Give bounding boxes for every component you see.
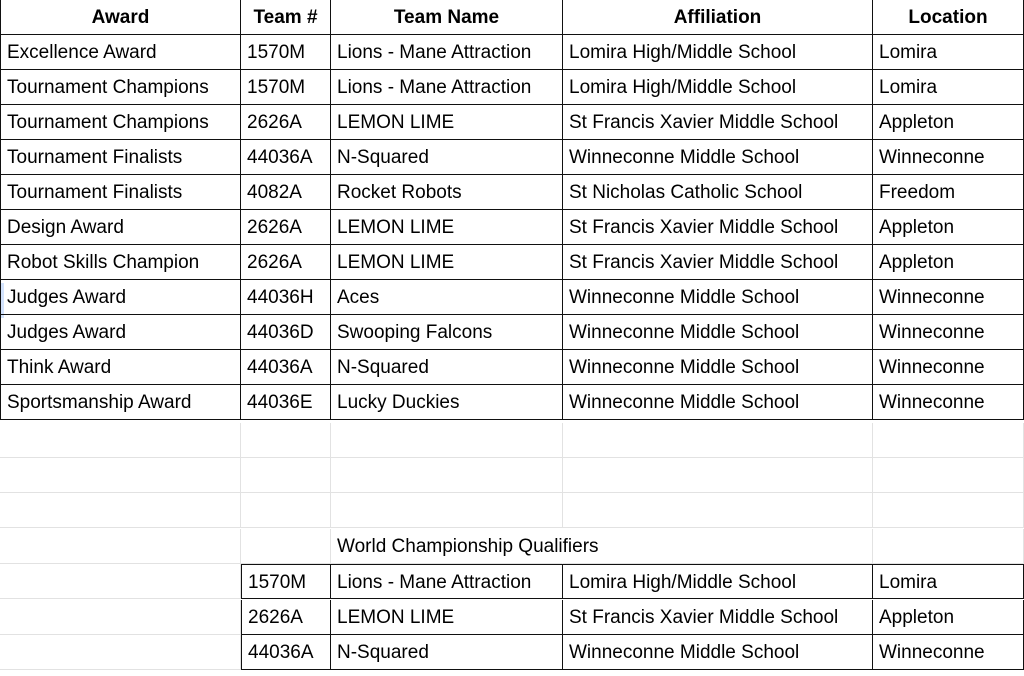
location-cell[interactable]: Winneconne: [873, 635, 1024, 670]
team-name-cell[interactable]: LEMON LIME: [331, 600, 563, 635]
team-name-cell[interactable]: Swooping Falcons: [331, 315, 563, 350]
empty-cell[interactable]: [563, 423, 873, 458]
team-name-cell[interactable]: LEMON LIME: [331, 210, 563, 245]
award-cell[interactable]: Tournament Finalists: [0, 175, 241, 210]
team-name-cell[interactable]: N-Squared: [331, 140, 563, 175]
empty-cell[interactable]: [241, 458, 331, 493]
empty-cell[interactable]: [331, 423, 563, 458]
empty-cell[interactable]: [563, 458, 873, 493]
qualifier-row: [0, 635, 1024, 670]
empty-cell[interactable]: [331, 493, 563, 528]
team-number-cell[interactable]: 44036A: [241, 140, 331, 175]
empty-cell[interactable]: [0, 600, 241, 635]
award-cell[interactable]: Design Award: [0, 210, 241, 245]
location-cell[interactable]: Freedom: [873, 175, 1024, 210]
header-award[interactable]: Award: [0, 0, 241, 35]
table-row: [0, 280, 1024, 315]
affiliation-cell[interactable]: Winneconne Middle School: [563, 315, 873, 350]
location-cell[interactable]: Winneconne: [873, 280, 1024, 315]
table-row: [0, 175, 1024, 210]
affiliation-cell[interactable]: Winneconne Middle School: [563, 385, 873, 420]
team-number-cell[interactable]: 4082A: [241, 175, 331, 210]
table-row: [0, 385, 1024, 420]
table-row: [0, 105, 1024, 140]
team-number-cell[interactable]: 44036A: [241, 350, 331, 385]
affiliation-cell[interactable]: St Francis Xavier Middle School: [563, 210, 873, 245]
affiliation-cell[interactable]: Lomira High/Middle School: [563, 564, 873, 599]
team-number-cell[interactable]: 44036H: [241, 280, 331, 315]
empty-cell[interactable]: [241, 493, 331, 528]
team-name-cell[interactable]: N-Squared: [331, 350, 563, 385]
award-cell[interactable]: Tournament Champions: [0, 70, 241, 105]
team-name-cell[interactable]: Lions - Mane Attraction: [331, 564, 563, 599]
affiliation-cell[interactable]: Lomira High/Middle School: [563, 70, 873, 105]
qualifier-row: [0, 600, 1024, 635]
award-cell[interactable]: Robot Skills Champion: [0, 245, 241, 280]
header-affiliation[interactable]: Affiliation: [563, 0, 873, 35]
team-name-cell[interactable]: Aces: [331, 280, 563, 315]
affiliation-cell[interactable]: Winneconne Middle School: [563, 140, 873, 175]
location-cell[interactable]: Winneconne: [873, 140, 1024, 175]
header-row: [0, 0, 1024, 35]
header-team-number[interactable]: Team #: [241, 0, 331, 35]
empty-cell[interactable]: [873, 493, 1024, 528]
empty-cell[interactable]: [0, 529, 241, 564]
location-cell[interactable]: Winneconne: [873, 350, 1024, 385]
empty-row: [0, 493, 1024, 528]
team-name-cell[interactable]: Rocket Robots: [331, 175, 563, 210]
team-name-cell[interactable]: Lions - Mane Attraction: [331, 70, 563, 105]
affiliation-cell[interactable]: Winneconne Middle School: [563, 280, 873, 315]
table-row: [0, 210, 1024, 245]
table-row: [0, 140, 1024, 175]
award-cell[interactable]: Judges Award: [0, 315, 241, 350]
table-row: [0, 350, 1024, 385]
team-number-cell[interactable]: 44036A: [241, 635, 331, 670]
affiliation-cell[interactable]: St Francis Xavier Middle School: [563, 600, 873, 635]
table-row: [0, 70, 1024, 105]
empty-cell[interactable]: [0, 564, 241, 599]
award-cell[interactable]: Sportsmanship Award: [0, 385, 241, 420]
empty-row: [0, 423, 1024, 458]
location-cell[interactable]: Appleton: [873, 105, 1024, 140]
team-number-cell[interactable]: 44036D: [241, 315, 331, 350]
location-cell[interactable]: Lomira: [873, 564, 1024, 599]
header-location[interactable]: Location: [873, 0, 1024, 35]
empty-cell[interactable]: [241, 529, 331, 564]
affiliation-cell[interactable]: Winneconne Middle School: [563, 635, 873, 670]
table-row: [0, 35, 1024, 70]
award-cell[interactable]: Tournament Champions: [0, 105, 241, 140]
empty-cell[interactable]: [563, 493, 873, 528]
affiliation-cell[interactable]: Lomira High/Middle School: [563, 35, 873, 70]
team-name-cell[interactable]: LEMON LIME: [331, 245, 563, 280]
location-cell[interactable]: Appleton: [873, 245, 1024, 280]
location-cell[interactable]: Appleton: [873, 210, 1024, 245]
team-number-cell[interactable]: 1570M: [241, 564, 331, 599]
location-cell[interactable]: Lomira: [873, 35, 1024, 70]
team-number-cell[interactable]: 2626A: [241, 245, 331, 280]
table-row: [0, 245, 1024, 280]
empty-cell[interactable]: [563, 529, 873, 564]
empty-cell[interactable]: [0, 635, 241, 670]
team-name-cell[interactable]: LEMON LIME: [331, 105, 563, 140]
location-cell[interactable]: Winneconne: [873, 385, 1024, 420]
team-name-cell[interactable]: Lucky Duckies: [331, 385, 563, 420]
award-cell[interactable]: Excellence Award: [0, 35, 241, 70]
team-number-cell[interactable]: 2626A: [241, 210, 331, 245]
table-row: [0, 315, 1024, 350]
team-number-cell[interactable]: 1570M: [241, 35, 331, 70]
empty-cell[interactable]: [0, 458, 241, 493]
affiliation-cell[interactable]: St Nicholas Catholic School: [563, 175, 873, 210]
affiliation-cell[interactable]: St Francis Xavier Middle School: [563, 105, 873, 140]
location-cell[interactable]: Lomira: [873, 70, 1024, 105]
team-number-cell[interactable]: 2626A: [241, 600, 331, 635]
affiliation-cell[interactable]: St Francis Xavier Middle School: [563, 245, 873, 280]
empty-cell[interactable]: [873, 458, 1024, 493]
award-cell[interactable]: Judges Award: [0, 280, 241, 315]
empty-cell[interactable]: [0, 493, 241, 528]
header-team-name[interactable]: Team Name: [331, 0, 563, 35]
affiliation-cell[interactable]: Winneconne Middle School: [563, 350, 873, 385]
location-cell[interactable]: Winneconne: [873, 315, 1024, 350]
team-number-cell[interactable]: 2626A: [241, 105, 331, 140]
empty-cell[interactable]: [0, 423, 241, 458]
empty-cell[interactable]: [241, 423, 331, 458]
qualifier-row: [0, 564, 1024, 599]
team-name-cell[interactable]: Lions - Mane Attraction: [331, 35, 563, 70]
award-cell[interactable]: Tournament Finalists: [0, 140, 241, 175]
location-cell[interactable]: Appleton: [873, 600, 1024, 635]
team-number-cell[interactable]: 1570M: [241, 70, 331, 105]
empty-cell[interactable]: [331, 458, 563, 493]
empty-row: [0, 458, 1024, 493]
team-name-cell[interactable]: N-Squared: [331, 635, 563, 670]
empty-cell[interactable]: [873, 423, 1024, 458]
team-number-cell[interactable]: 44036E: [241, 385, 331, 420]
award-cell[interactable]: Think Award: [0, 350, 241, 385]
qualifiers-title[interactable]: World Championship Qualifiers: [331, 529, 563, 564]
qualifiers-title-row: [0, 529, 1024, 564]
empty-cell[interactable]: [873, 529, 1024, 564]
